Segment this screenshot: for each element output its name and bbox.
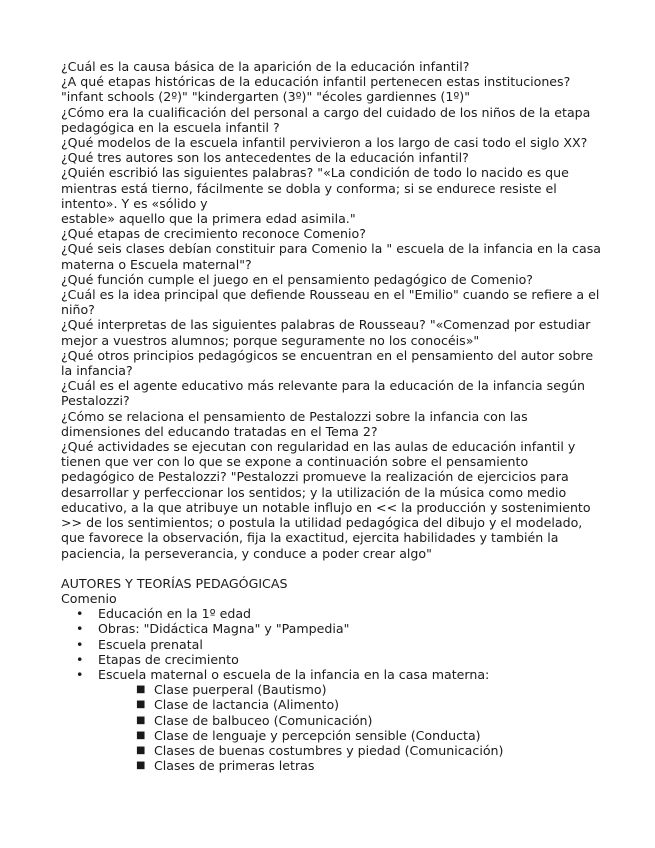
question-continuation: estable» aquello que la primera edad asimila." <box>61 211 356 227</box>
bullet-icon: • <box>76 666 84 682</box>
list-item-text: Escuela prenatal <box>98 636 203 652</box>
bullet-icon: • <box>76 636 84 652</box>
list-item <box>76 621 601 636</box>
sublist-item <box>134 713 601 728</box>
sublist-item <box>134 697 601 712</box>
class-sublist <box>98 682 601 773</box>
sublist-item <box>134 743 601 758</box>
question: ¿Qué tres autores son los antecedentes de la educación infantil? <box>61 150 469 166</box>
section-gap <box>61 561 601 576</box>
square-bullet-icon: ■ <box>136 729 146 741</box>
question: ¿Qué modelos de la escuela infantil pervivieron a los largo de casi todo el siglo XX? <box>61 135 588 151</box>
question: ¿Cuál es la causa básica de la aparición de la educación infantil? <box>61 59 470 74</box>
bullet-icon: • <box>76 606 84 622</box>
sublist-item-text: Clases de buenas costumbres y piedad (Comunicación) <box>154 742 504 758</box>
question: ¿A qué etapas históricas de la educación infantil pertenecen estas instituciones? "infant schools (2º)" "kindergarten (3º)" "écoles gardiennes (1º)" <box>61 74 571 105</box>
question: ¿Quién escribió las siguientes palabras? "«La condición de todo lo nacido es que mientras está tierno, fácilmente se dobla y conforma; si se endurece resiste el intento». Y es «sólido y <box>61 165 569 211</box>
questions-block <box>61 59 601 561</box>
question: ¿Qué función cumple el juego en el pensamiento pedagógico de Comenio? <box>61 271 533 287</box>
sublist-item-text: Clase de balbuceo (Comunicación) <box>154 712 373 728</box>
question: ¿Qué actividades se ejecutan con regularidad en las aulas de educación infantil y tienen que ver con lo que se expone a continuación sobre el pensamiento pedagógico de Pestalozzi? "Pestalozzi promueve la realización de ejercicios para desarrollar y perfeccionar los sentidos; y la utilización de la música como medio educativo, a la que atribuye un notable influjo en << la producción y sostenimiento >> de los sentimientos; o postula la utilidad pedagógica del dibujo y el modelado, que favorece la observación, fija la exactitud, ejercita habilidades y también la paciencia, la perseverancia, y conduce a poder crear algo" <box>61 439 591 561</box>
sublist-item <box>134 682 601 697</box>
square-bullet-icon: ■ <box>136 760 146 772</box>
list-item-text: Escuela maternal o escuela de la infancia en la casa materna: <box>98 666 490 682</box>
list-item <box>76 652 601 667</box>
list-item-text: Etapas de crecimiento <box>98 651 239 667</box>
square-bullet-icon: ■ <box>136 714 146 726</box>
list-item-text: Educación en la 1º edad <box>98 606 252 622</box>
sublist-item-text: Clase puerperal (Bautismo) <box>154 682 327 698</box>
sublist-item-text: Clase de lactancia (Alimento) <box>154 697 340 713</box>
bullet-icon: • <box>76 651 84 667</box>
list-item-text: Obras: "Didáctica Magna" y "Pampedia" <box>98 621 350 637</box>
comenio-list <box>61 606 601 773</box>
list-item <box>76 637 601 652</box>
section-subheading: Comenio <box>61 590 117 606</box>
question: ¿Cuál es el agente educativo más relevante para la educación de la infancia según Pestalozzi? <box>61 378 585 409</box>
authors-section <box>61 576 601 774</box>
section-heading: AUTORES Y TEORÍAS PEDAGÓGICAS <box>61 575 288 591</box>
question: ¿Qué seis clases debían constituir para Comenio la " escuela de la infancia en la casa materna o Escuela maternal"? <box>61 241 601 272</box>
bullet-icon: • <box>76 621 84 637</box>
question: ¿Cómo era la cualificación del personal a cargo del cuidado de los niños de la etapa pedagógica en la escuela infantil ? <box>61 104 591 135</box>
square-bullet-icon: ■ <box>136 744 146 756</box>
question: ¿Cuál es la idea principal que defiende Rousseau en el "Emilio" cuando se refiere a el niño? <box>61 287 600 318</box>
sublist-item <box>134 728 601 743</box>
document-page <box>61 59 601 773</box>
question: ¿Qué otros principios pedagógicos se encuentran en el pensamiento del autor sobre la infancia? <box>61 347 594 379</box>
question: ¿Qué etapas de crecimiento reconoce Comenio? <box>61 226 366 242</box>
question: ¿Cómo se relaciona el pensamiento de Pestalozzi sobre la infancia con las dimensiones del educando tratadas en el Tema 2? <box>61 408 528 439</box>
sublist-item <box>134 758 601 773</box>
sublist-item-text: Clases de primeras letras <box>154 758 315 774</box>
list-item <box>76 606 601 621</box>
sublist-item-text: Clase de lenguaje y percepción sensible (Conducta) <box>154 727 481 743</box>
question: ¿Qué interpretas de las siguientes palabras de Rousseau? "«Comenzad por estudiar mejor a vuestros alumnos; porque seguramente no los conocéis»" <box>61 317 591 348</box>
square-bullet-icon: ■ <box>136 684 146 696</box>
square-bullet-icon: ■ <box>136 699 146 711</box>
list-item <box>76 667 601 773</box>
